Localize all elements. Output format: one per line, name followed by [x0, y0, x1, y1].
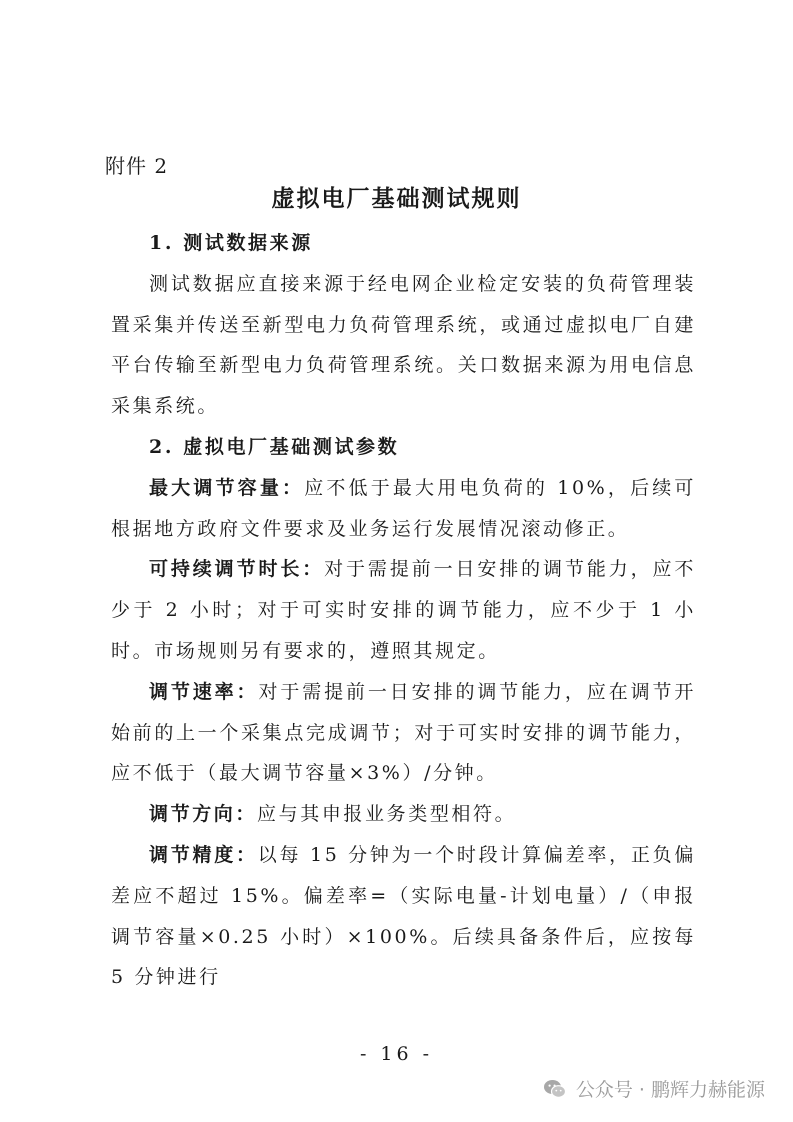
document-title: 虚拟电厂基础测试规则 — [271, 186, 522, 212]
paragraph — [111, 672, 696, 794]
paragraph — [111, 468, 696, 550]
paragraph — [111, 794, 696, 835]
page-number: - 16 - — [359, 1043, 434, 1065]
paragraph-lead: 可持续调节时长： — [149, 558, 325, 581]
paragraph-text: 应与其申报业务类型相符。 — [257, 803, 517, 826]
paragraph — [111, 835, 696, 998]
paragraph-text: 以每 15 分钟为一个时段计算偏差率，正负偏差应不超过 15%。偏差率=（实际电量-计划电量）/（申报调节容量×0.25 小时）×100%。后续具备条件后，应按每 5 分钟进行 — [111, 843, 696, 989]
document-body — [111, 223, 696, 998]
paragraph-text: 应不低于最大用电负荷的 10%，后续可根据地方政府文件要求及业务运行发展情况滚动修正。 — [111, 476, 697, 540]
watermark — [542, 1075, 765, 1102]
paragraph — [111, 264, 696, 427]
watermark-text: 公众号 · 鹏辉力赫能源 — [575, 1079, 765, 1101]
paragraph-text: 测试数据应直接来源于经电网企业检定安装的负荷管理装置采集并传送至新型电力负荷管理系统，或通过虚拟电厂自建平台传输至新型电力负荷管理系统。关口数据来源为用电信息采集系统。 — [111, 272, 696, 418]
section-heading: 2. 虚拟电厂基础测试参数 — [149, 435, 400, 458]
paragraph — [111, 549, 696, 671]
paragraph-text: 对于需提前一日安排的调节能力，应在调节开始前的上一个采集点完成调节；对于可实时安排的调节能力，应不低于（最大调节容量×3%）/分钟。 — [111, 680, 696, 785]
paragraph-lead: 调节速率： — [149, 680, 259, 703]
paragraph-text: 对于需提前一日安排的调节能力，应不少于 2 小时；对于可实时安排的调节能力，应不少于 1 小时。市场规则另有要求的，遵照其规定。 — [111, 558, 696, 662]
paragraph-lead: 最大调节容量： — [149, 476, 305, 499]
wechat-icon — [542, 1076, 568, 1102]
paragraph-lead: 调节精度： — [149, 843, 258, 866]
paragraph-lead: 调节方向： — [149, 803, 258, 826]
attachment-label: 附件 2 — [105, 154, 169, 178]
section-heading: 1. 测试数据来源 — [149, 232, 313, 254]
